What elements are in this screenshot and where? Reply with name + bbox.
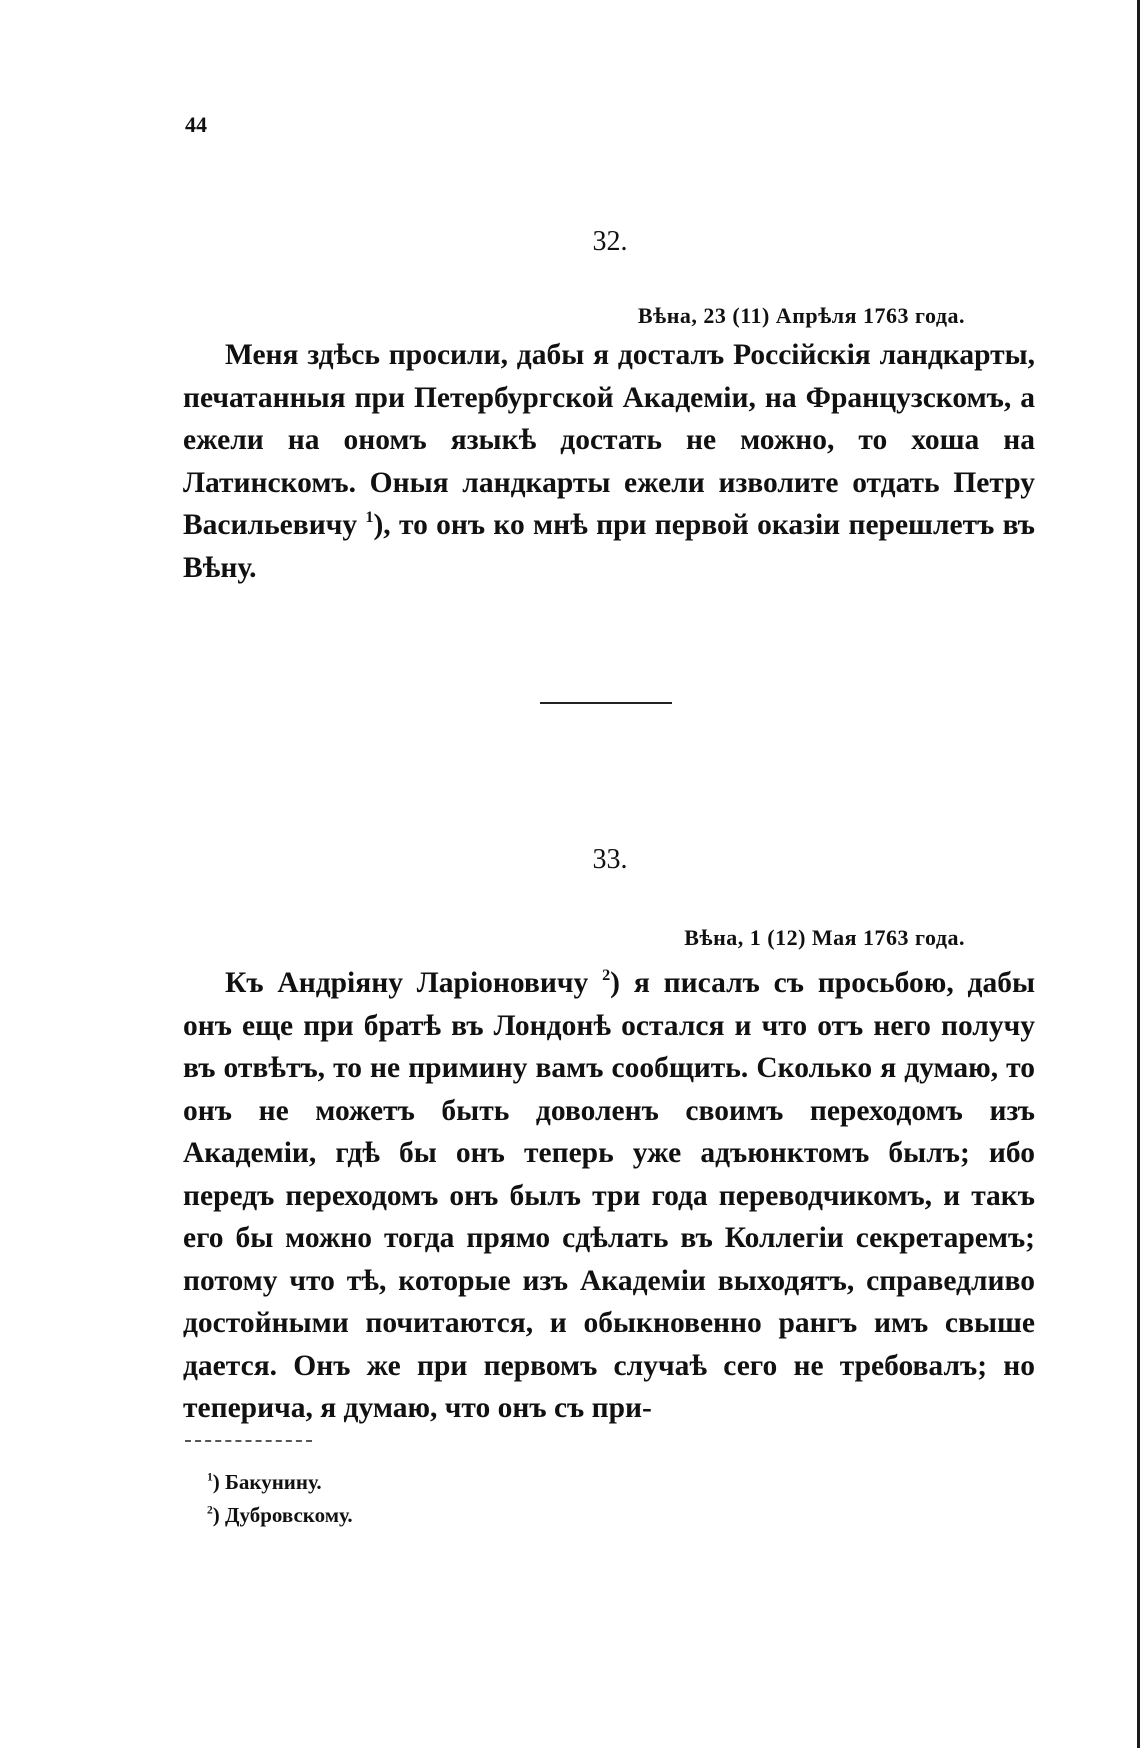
letter-number-33: 33. <box>592 844 628 875</box>
footnote-1-mark: 1 <box>207 1471 213 1484</box>
footnote-ref-2: 2 <box>602 965 611 984</box>
footnote-2-text: ) Дубровскому. <box>212 1503 353 1527</box>
footnote-2 <box>207 1503 353 1528</box>
letter-33-text-part-1: Къ Андріяну Ларіоновичу <box>225 967 603 999</box>
page-number: 44 <box>185 112 207 137</box>
letter-32-text-part-2: ), то онъ ко мнѣ при первой оказіи перешлетъ въ Вѣну. <box>183 509 1035 584</box>
letter-33-body <box>183 962 1035 1430</box>
letter-32-dateline: Вѣна, 23 (11) Апрѣля 1763 года. <box>637 303 965 328</box>
footnote-1-text: ) Бакунину. <box>212 1470 322 1494</box>
letter-33-text-part-2: ) я писалъ съ просьбою, дабы онъ еще при братѣ въ Лондонѣ остался и что отъ него получу въ отвѣтъ, то не примину вамъ сообщить. Сколько я думаю, то онъ не можетъ быть доволенъ своимъ переходомъ изъ Академіи, гдѣ бы онъ теперь уже адъюнктомъ былъ; ибо передъ переходомъ онъ былъ три года переводчикомъ, и такъ его бы можно тогда прямо сдѣлать въ Коллегіи секретаремъ; потому что тѣ, которые изъ Академіи выходятъ, справедливо достойными почитаются, и обыкновенно рангъ имъ свыше дается. Онъ же при первомъ случаѣ сего не требовалъ; но теперича, я думаю, что онъ съ при- <box>183 967 1035 1424</box>
section-separator <box>540 702 672 704</box>
footnote-rule <box>185 1440 312 1442</box>
letter-32-body <box>183 334 1035 589</box>
letter-32-text-part-1: Меня здѣсь просили, дабы я досталъ Россійскія ландкарты, печатанныя при Петербургской Академіи, на Французскомъ, а ежели на ономъ языкѣ достать не можно, то хоша на Латинскомъ. Оныя ландкарты ежели изволите отдать Петру Васильевичу <box>183 339 1035 541</box>
footnote-ref-1: 1 <box>365 507 374 526</box>
letter-33-dateline: Вѣна, 1 (12) Мая 1763 года. <box>684 925 965 950</box>
footnote-1 <box>207 1470 322 1495</box>
letter-number-32: 32. <box>592 226 628 257</box>
footnote-2-mark: 2 <box>207 1504 213 1517</box>
